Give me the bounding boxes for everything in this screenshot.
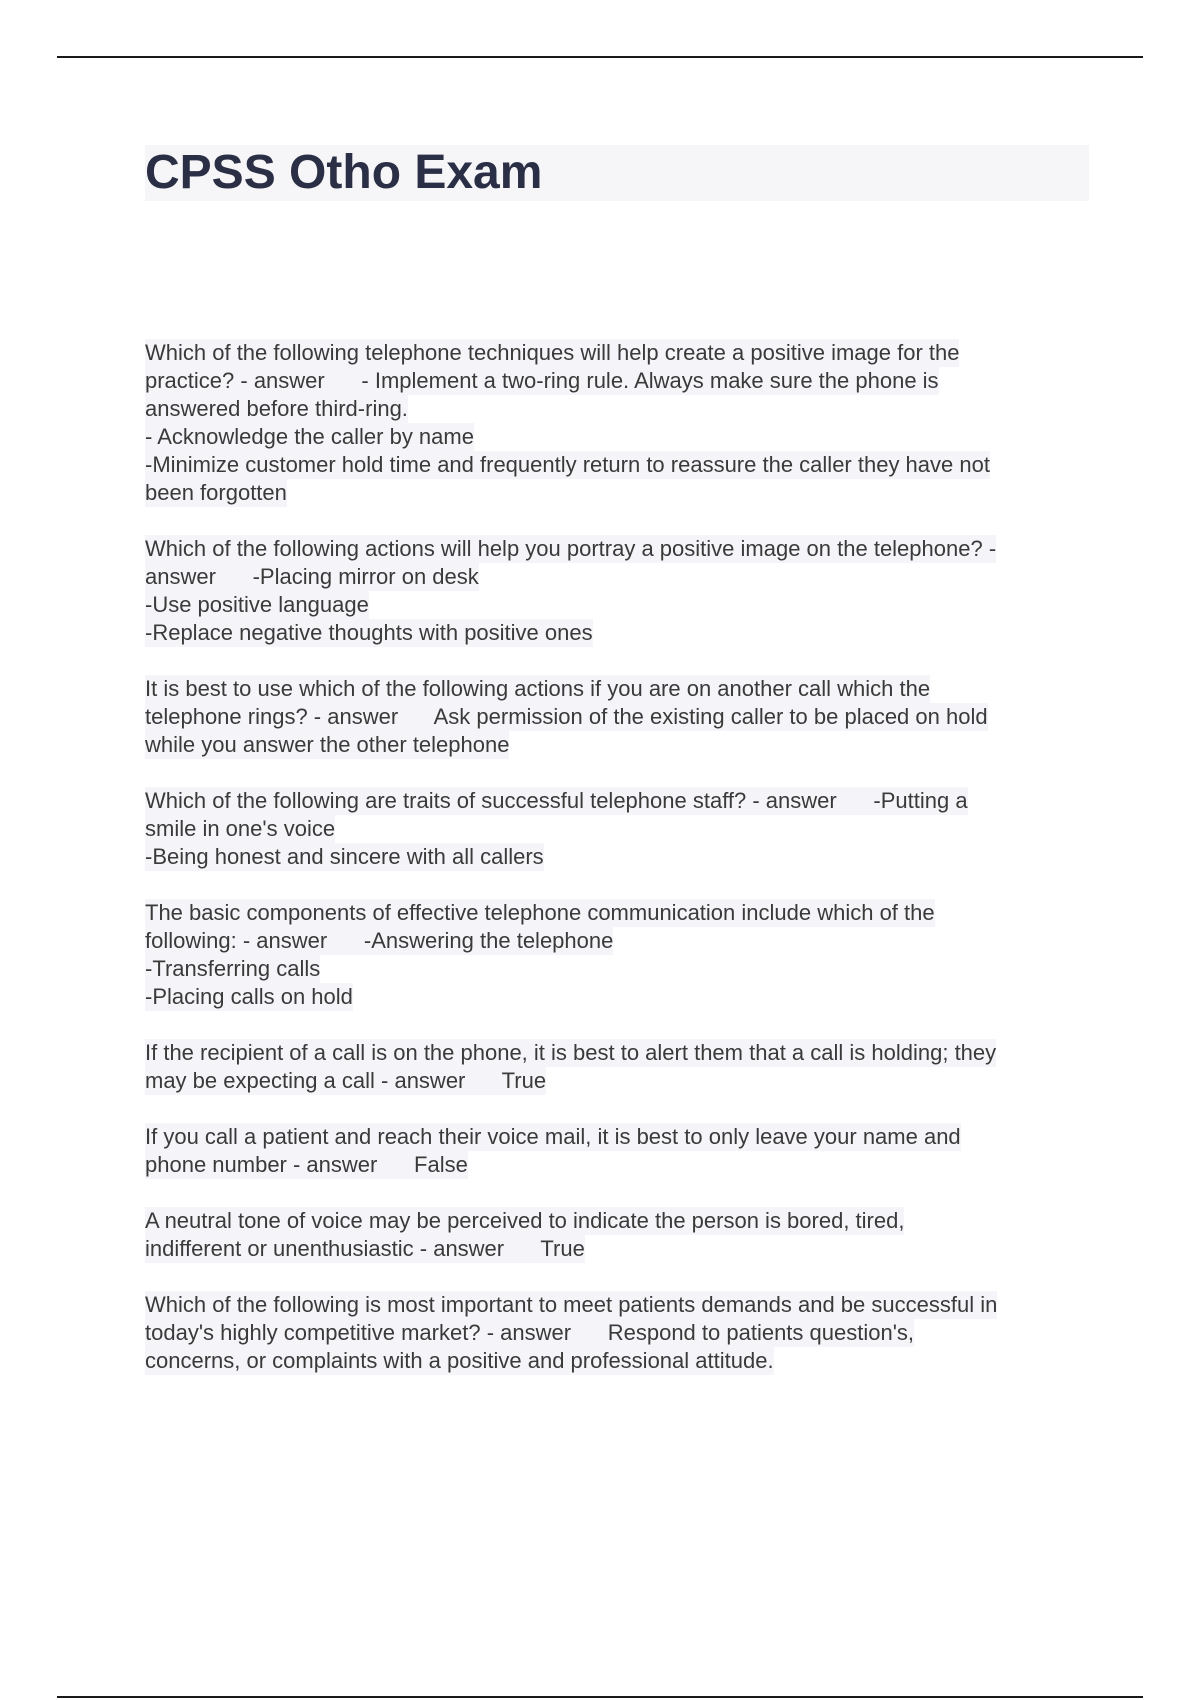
qa-line: Which of the following is most important to meet patients demands and be successful in [145,1292,998,1317]
qa-line: practice? - answer - Implement a two-ring rule. Always make sure the phone is [145,368,939,393]
qa-line: -Being honest and sincere with all callers [145,844,544,869]
qa-line: may be expecting a call - answer True [145,1068,547,1093]
qa-line: If the recipient of a call is on the phone, it is best to alert them that a call is holding; they [145,1040,997,1065]
qa-line: indifferent or unenthusiastic - answer True [145,1236,585,1261]
qa-item-4 [145,787,1090,871]
qa-item-1 [145,339,1090,507]
qa-line: concerns, or complaints with a positive and professional attitude. [145,1348,774,1373]
qa-line: -Use positive language [145,592,369,617]
qa-item-5 [145,899,1090,1011]
qa-list [145,339,1090,1403]
qa-line: -Replace negative thoughts with positive ones [145,620,593,645]
qa-line: Which of the following telephone techniques will help create a positive image for the [145,340,960,365]
qa-line: If you call a patient and reach their voice mail, it is best to only leave your name and [145,1124,961,1149]
qa-item-3 [145,675,1090,759]
qa-line: answer -Placing mirror on desk [145,564,479,589]
qa-line: The basic components of effective telephone communication include which of the [145,900,935,925]
qa-line: telephone rings? - answer Ask permission of the existing caller to be placed on hold [145,704,988,729]
qa-line: while you answer the other telephone [145,732,510,757]
qa-line: - Acknowledge the caller by name [145,424,474,449]
qa-line: -Placing calls on hold [145,984,353,1009]
qa-line: -Minimize customer hold time and frequently return to reassure the caller they have not [145,452,990,477]
document-title: CPSS Otho Exam [145,146,543,199]
bottom-rule [57,1696,1143,1698]
qa-line: following: - answer -Answering the telephone [145,928,614,953]
qa-line: It is best to use which of the following actions if you are on another call which the [145,676,931,701]
qa-item-2 [145,535,1090,647]
qa-line: been forgotten [145,480,287,505]
qa-item-7 [145,1123,1090,1179]
qa-line: today's highly competitive market? - answer Respond to patients question's, [145,1320,915,1345]
qa-line: A neutral tone of voice may be perceived to indicate the person is bored, tired, [145,1208,905,1233]
qa-item-9 [145,1291,1090,1375]
qa-item-6 [145,1039,1090,1095]
qa-line: Which of the following actions will help you portray a positive image on the telephone? - [145,536,997,561]
qa-line: phone number - answer False [145,1152,468,1177]
qa-item-8 [145,1207,1090,1263]
qa-line: -Transferring calls [145,956,321,981]
top-rule [57,56,1143,58]
qa-line: Which of the following are traits of successful telephone staff? - answer -Putting a [145,788,968,813]
qa-line: answered before third-ring. [145,396,408,421]
qa-line: smile in one's voice [145,816,336,841]
